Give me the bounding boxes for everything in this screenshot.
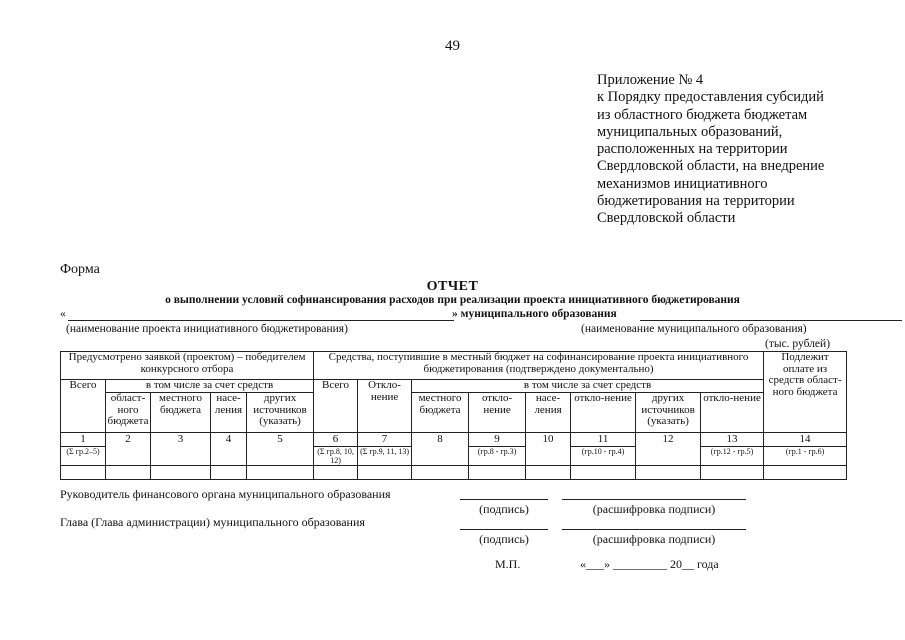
head-admin-label: Глава (Глава администрации) муниципального образования (60, 515, 365, 529)
signature-caption: (подпись) (479, 532, 529, 546)
col-number: 5 (247, 433, 314, 466)
report-title: ОТЧЕТ (426, 279, 479, 294)
table-cell (571, 465, 636, 479)
table-cell (701, 465, 764, 479)
table-cell (211, 465, 247, 479)
appendix-line: расположенных на территории (597, 141, 788, 158)
formula-col-1: (Σ гр.2–5) (61, 446, 106, 465)
municipality-caption: » муниципального образования (452, 308, 617, 320)
col-number: 4 (211, 433, 247, 466)
header-received-other-sources: других источников (указать) (636, 393, 701, 433)
formula-col-6: (Σ гр.8, 10, 12) (314, 446, 358, 465)
open-quote: « (60, 308, 66, 320)
col-number: 11 (571, 433, 636, 447)
units-label: (тыс. рублей) (765, 338, 831, 350)
col-number: 3 (151, 433, 211, 466)
hint-project-name: (наименование проекта инициативного бюджетирования) (66, 323, 348, 335)
col-number: 7 (358, 433, 412, 447)
header-received-population: насе-ления (526, 393, 571, 433)
appendix-block (597, 72, 877, 228)
decoding-caption: (расшифровка подписи) (592, 532, 716, 546)
report-table (60, 351, 847, 480)
col-number: 14 (764, 433, 847, 447)
form-label: Форма (60, 262, 100, 277)
header-subject-to-payment: Подлежит оплате из средств област-ного бюджета (764, 352, 847, 433)
col-number: 9 (469, 433, 526, 447)
table-cell (61, 465, 106, 479)
header-regional-budget: област-ного бюджета (106, 393, 151, 433)
project-name-line (60, 308, 845, 322)
table-cell (106, 465, 151, 479)
date-line: «___» _________ 20__ года (580, 557, 719, 571)
appendix-line: механизмов инициативного (597, 175, 768, 192)
formula-col-11: (гр.10 - гр.4) (571, 446, 636, 465)
header-received-local-budget: местного бюджета (412, 393, 469, 433)
appendix-line: Свердловской области, на внедрение (597, 158, 825, 175)
appendix-line: муниципальных образований, (597, 123, 783, 140)
formula-col-7: (Σ гр.9, 11, 13) (358, 446, 412, 465)
col-number: 12 (636, 433, 701, 466)
header-received: Средства, поступившие в местный бюджет на софинансирование проекта инициативного бюджетирования (подтверждено документально) (314, 352, 764, 380)
decoding-caption: (расшифровка подписи) (592, 502, 716, 516)
col-number: 13 (701, 433, 764, 447)
signature-blank (460, 499, 548, 500)
appendix-line: бюджетирования на территории (597, 193, 795, 210)
header-deviation-other: откло-нение (701, 393, 764, 433)
header-deviation-local: откло-нение (469, 393, 526, 433)
formula-col-14: (гр.1 - гр.6) (764, 446, 847, 465)
header-received-deviation: Откло-нение (358, 380, 412, 433)
page-number: 49 (445, 38, 460, 54)
table-cell (636, 465, 701, 479)
appendix-line: из областного бюджета бюджетам (597, 106, 808, 123)
header-planned: Предусмотрено заявкой (проектом) – победителем конкурсного отбора (61, 352, 314, 380)
appendix-line: к Порядку предоставления субсидий (597, 89, 824, 106)
signature-caption: (подпись) (479, 502, 529, 516)
table-cell (247, 465, 314, 479)
header-planned-total: Всего (61, 380, 106, 433)
municipality-name-blank (640, 320, 902, 321)
formula-col-9: (гр.8 - гр.3) (469, 446, 526, 465)
table-row (61, 465, 847, 479)
formula-col-13: (гр.12 - гр.5) (701, 446, 764, 465)
stamp-placeholder: М.П. (495, 557, 521, 571)
col-number: 2 (106, 433, 151, 466)
col-number: 8 (412, 433, 469, 466)
header-population: насе-ления (211, 393, 247, 433)
table-cell (469, 465, 526, 479)
header-received-total: Всего (314, 380, 358, 433)
table-cell (151, 465, 211, 479)
project-name-blank (68, 320, 454, 321)
col-number: 10 (526, 433, 571, 466)
header-other-sources: других источников (указать) (247, 393, 314, 433)
header-local-budget: местного бюджета (151, 393, 211, 433)
table-cell (764, 465, 847, 479)
col-number: 1 (61, 433, 106, 447)
hint-municipality-name: (наименование муниципального образования) (581, 323, 807, 335)
appendix-line: Приложение № 4 (597, 72, 704, 88)
appendix-line: Свердловской области (597, 210, 736, 227)
decoding-blank (562, 499, 746, 500)
header-received-incl: в том числе за счет средств (412, 380, 764, 393)
header-deviation-population: откло-нение (571, 393, 636, 433)
header-planned-incl: в том числе за счет средств (106, 380, 314, 393)
head-finance-label: Руководитель финансового органа муниципального образования (60, 487, 391, 501)
signature-blank (460, 529, 548, 530)
table-cell (314, 465, 358, 479)
table-cell (526, 465, 571, 479)
decoding-blank (562, 529, 746, 530)
table-cell (412, 465, 469, 479)
col-number: 6 (314, 433, 358, 447)
table-cell (358, 465, 412, 479)
report-subtitle: о выполнении условий софинансирования расходов при реализации проекта инициативного бюджетирования (165, 294, 740, 306)
